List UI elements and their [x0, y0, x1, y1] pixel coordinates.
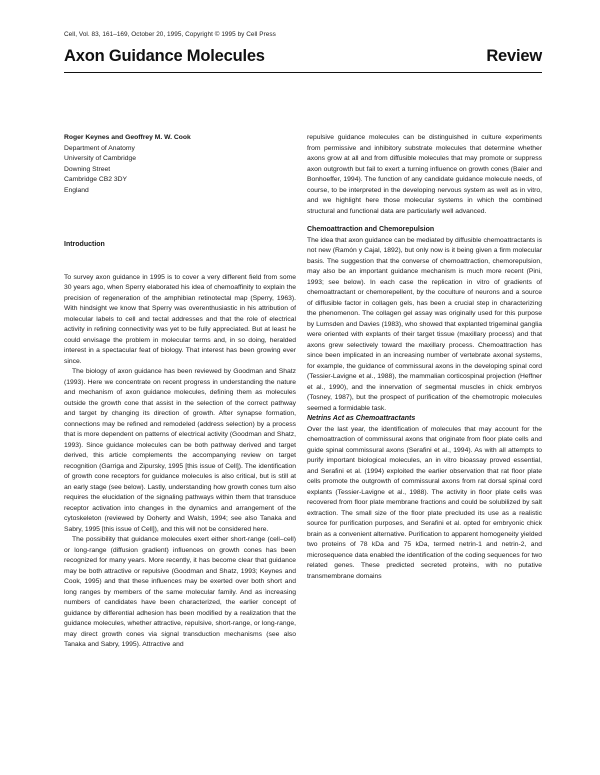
- article-title: Axon Guidance Molecules: [64, 47, 265, 65]
- body-paragraph: To survey axon guidance in 1995 is to cover a very different field from some 30 years ago, when Sperry elaborated his idea of chemoaffinity to explain the precision of regeneration of the amphibian retinotectal map (Sperry, 1963). With hindsight we know that Sperry was overenthusiastic in his attribution of molecular labels to cell and tectal addresses and that the role of electrical activity in refining connectivity was yet to be fully appreciated. But at least he could envisage the problem in molecular terms and, in so doing, heralded interest in a spectacular feat of biology. That interest has been growing ever since.: [64, 273, 296, 365]
- spacer: [64, 196, 296, 240]
- body-paragraph: Over the last year, the identification of molecules that may account for the chemoattraction of commissural axons that originate from floor plate cells and guide spinal commissural axons (Serafini et al., 1994). As with all attempts to purify important biological molecules, an in vitro bioassay proved essential, and Serafini et al. (1994) exploited the earlier observation that rat floor plate cells promote the outgrowth of commissural axons from rat dorsal spinal cord explants (Tessier-Lavigne et al., 1988). The activity in floor plate cells was recovered from floor plate membrane fractions and could be solubilized by salt extraction. The small size of the floor plate precluded its use as a realistic source for purification purposes, and Serafini et al. opted for embryonic chick brain as a convenient alternative. Purification to apparent homogeneity yielded two proteins of 78 kDa and 75 kDa, termed netrin-1 and netrin-2, and microsequence data enabled the identification of the coding sequences for two related genes. These predicted secreted proteins, with no putative transmembrane domains: [307, 425, 542, 580]
- body-paragraph: The possibility that guidance molecules exert either short-range (cell–cell) or long-range (diffusion gradient) influences on growth cones has been recognized for many years. More recently, it has become clear that guidance may be both attractive or repulsive (Goodman and Shatz, 1993; Keynes and Cook, 1995) and that these influences may be exerted over both short and long ranges by members of the same molecular family. And as increasing numbers of candidates have been characterized, the earlier concept of guidance by differential adhesion has been modified by a realization that the guidance molecules, whether attractive, repulsive, short-range, or long-range, may direct growth cones via signal transduction mechanisms (see also Tanaka and Sabry, 1995). Attractive and: [64, 536, 296, 648]
- affiliation-line: University of Cambridge: [64, 155, 137, 162]
- author-names: Roger Keynes and Geoffrey M. W. Cook: [64, 134, 191, 141]
- body-paragraph: The idea that axon guidance can be mediated by diffusible chemoattractants is not new (Ramón y Cajal, 1892), but only now is it being given a firm molecular basis. The suggestion that the converse of chemoattraction, chemorepulsion, may also be an important guidance mechanism is much more recent (Pini, 1993; see below). In each case the replication in vitro of gradients of chemoattractant or chemorepellent, by the coculture of neurons and a source of diffusible factor in collagen gels, has been a crucial step in characterizing the phenomenon. The collagen gel assay was originally used for this purpose by Lumsden and Davies (1983), who showed that explanted trigeminal ganglia were oriented with explants of their target tissue (maxillary process) and that axons grew selectively toward the maxillary process. Chemoattraction has since been implicated in an increasing number of vertebrate axonal systems, for example, the guidance of commissural axons in the developing spinal cord (Tessier-Lavigne et al., 1988), the mammalian corticospinal projection (Heffner et al., 1990), and the innervation of segmental muscles in chick embryos (Tosney, 1987), but the prospect of purification of the chemotropic molecules seemed a formidable task.: [307, 236, 542, 412]
- journal-citation: Cell, Vol. 83, 161–169, October 20, 1995, Copyright © 1995 by Cell Press: [64, 31, 276, 38]
- netrins-subheading: Netrins Act as Chemoattractants: [307, 415, 416, 422]
- introduction-heading: Introduction: [64, 241, 105, 248]
- spacer: [64, 251, 296, 273]
- body-paragraph: The biology of axon guidance has been reviewed by Goodman and Shatz (1993). Here we concentrate on recent progress in understanding the nature and mechanism of axon guidance molecules, defining them as molecules outside the growth cone that assist in the selection of the correct pathway and target by changing its direction of growth. After synapse formation, connections may be refined and remodeled (address selection) by a process that is more dependent on patterns of electrical activity (Goodman and Shatz, 1993). Since guidance molecules can be both pathway derived and target derived, this article complements the accompanying review on target recognition (Garriga and Zipursky, 1995 [this issue of Cell]). The identification of growth cone receptors for guidance molecules is also critical, but is still at an early stage (see below). Lastly, understanding how growth cones turn also requires the elucidation of the signaling pathways within them that transduce receptor activation into changes in the dynamics and arrangement of the cytoskeleton (reviewed by Doherty and Walsh, 1994; see also Tanaka and Sabry, 1995 [this issue of Cell]), and this will not be considered here.: [64, 368, 296, 533]
- left-column: [64, 133, 296, 651]
- body-paragraph: repulsive guidance molecules can be distinguished in culture experiments from permissive and inhibitory substrate molecules that determine whether axons grow at all and from diffusible molecules that may promote or suppress axon outgrowth but fail to exert a turning influence on growth cones (Baier and Bonhoeffer, 1994). The function of any candidate guidance molecule needs, of course, to be interpreted in the developing nervous system as well as in vitro, and we highlight here those molecular systems in which the combined structural and functional data are particularly well advanced.: [307, 134, 542, 215]
- affiliation-line: Cambridge CB2 3DY: [64, 176, 128, 183]
- affiliation-line: England: [64, 186, 89, 194]
- right-column: [307, 133, 542, 582]
- chemoattraction-heading: Chemoattraction and Chemorepulsion: [307, 226, 435, 233]
- spacer: [307, 217, 542, 225]
- section-label: Review: [486, 47, 542, 65]
- title-rule: [64, 72, 542, 73]
- affiliation-line: Department of Anatomy: [64, 144, 135, 152]
- affiliation-line: Downing Street: [64, 165, 111, 173]
- author-affiliation: [64, 144, 296, 197]
